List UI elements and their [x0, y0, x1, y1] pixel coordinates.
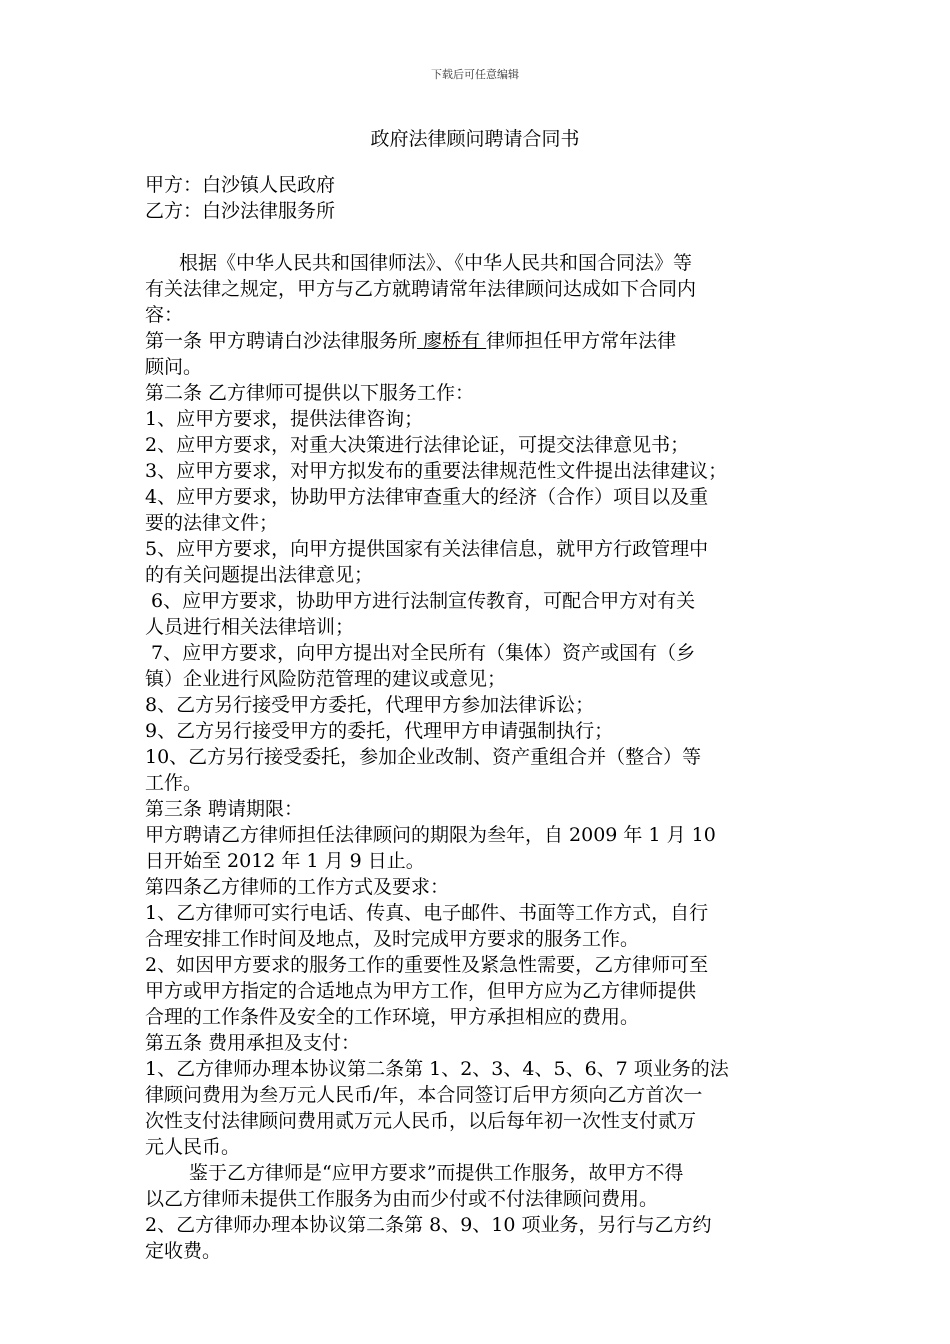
text-line: 律顾问费用为叁万元人民币/年，本合同签订后甲方须向乙方首次一: [145, 1084, 703, 1106]
text-line: 合理的工作条件及安全的工作环境，甲方承担相应的费用。: [145, 1006, 640, 1028]
text-line: 7、应甲方要求，向甲方提出对全民所有（集体）资产或国有（乡: [145, 642, 696, 664]
text-line: 6、应甲方要求，协助甲方进行法制宣传教育，可配合甲方对有关: [145, 590, 696, 612]
text-line: 容：: [145, 304, 184, 326]
article-3-heading: 第三条 聘请期限：: [145, 798, 304, 820]
text-line: 9、乙方另行接受甲方的委托，代理甲方申请强制执行；: [145, 720, 614, 742]
text-line: 1、乙方律师办理本协议第二条第 1、2、3、4、5、6、7 项业务的法: [145, 1058, 729, 1080]
party-b: 乙方：白沙法律服务所: [145, 200, 336, 222]
text-line: 有关法律之规定，甲方与乙方就聘请常年法律顾问达成如下合同内: [145, 278, 697, 300]
lawyer-name-underlined: 廖桥有: [417, 330, 487, 352]
text-line: 甲方聘请乙方律师担任法律顾问的期限为叁年，自 2009 年 1 月 10: [145, 824, 716, 846]
blank-line: [145, 224, 810, 250]
text-line: 4、应甲方要求，协助甲方法律审查重大的经济（合作）项目以及重: [145, 486, 709, 508]
text-line: 10、乙方另行接受委托，参加企业改制、资产重组合并（整合）等: [145, 746, 702, 768]
text-line: 1、应甲方要求，提供法律咨询；: [145, 408, 424, 430]
text-line: 3、应甲方要求，对甲方拟发布的重要法律规范性文件提出法律建议；: [145, 460, 728, 482]
article-1-prefix: 第一条 甲方聘请白沙法律服务所: [145, 330, 418, 352]
party-a: 甲方：白沙镇人民政府: [145, 174, 336, 196]
article-2-heading: 第二条 乙方律师可提供以下服务工作：: [145, 382, 475, 404]
text-line: 5、应甲方要求，向甲方提供国家有关法律信息，就甲方行政管理中: [145, 538, 709, 560]
text-line: 要的法律文件；: [145, 512, 279, 534]
document-title: 政府法律顾问聘请合同书: [370, 128, 580, 150]
text-line: 1、乙方律师可实行电话、传真、电子邮件、书面等工作方式，自行: [145, 902, 709, 924]
text-line: 以乙方律师未提供工作服务为由而少付或不付法律顾问费用。: [145, 1188, 659, 1210]
text-line: 日开始至 2012 年 1 月 9 日止。: [145, 850, 425, 872]
text-line: 定收费。: [145, 1240, 222, 1262]
text-line: 合理安排工作时间及地点，及时完成甲方要求的服务工作。: [145, 928, 640, 950]
text-line: 的有关问题提出法律意见；: [145, 564, 374, 586]
article-1-line: [145, 328, 810, 354]
text-line: 工作。: [145, 772, 203, 794]
text-line: 人员进行相关法律培训；: [145, 616, 355, 638]
text-line: 镇）企业进行风险防范管理的建议或意见；: [145, 668, 507, 690]
indented-paragraph-start: 鉴于乙方律师是“应甲方要求”而提供工作服务，故甲方不得: [189, 1162, 684, 1184]
text-line: 2、如因甲方要求的服务工作的重要性及紧急性需要，乙方律师可至: [145, 954, 709, 976]
text-line: 8、乙方另行接受甲方委托，代理甲方参加法律诉讼；: [145, 694, 595, 716]
article-5-heading: 第五条 费用承担及支付：: [145, 1032, 361, 1054]
header-note: 下载后可任意编辑: [431, 68, 519, 81]
article-4-heading: 第四条乙方律师的工作方式及要求：: [145, 876, 450, 898]
text-line: 次性支付法律顾问费用贰万元人民币，以后每年初一次性支付贰万: [145, 1110, 697, 1132]
intro-paragraph-start: 根据《中华人民共和国律师法》、《中华人民共和国合同法》等: [179, 252, 693, 274]
text-line: 2、应甲方要求，对重大决策进行法律论证，可提交法律意见书；: [145, 434, 690, 456]
text-line: 甲方或甲方指定的合适地点为甲方工作，但甲方应为乙方律师提供: [145, 980, 697, 1002]
document-body: [145, 172, 810, 1264]
text-line: 元人民币。: [145, 1136, 241, 1158]
article-1-suffix: 律师担任甲方常年法律: [486, 330, 677, 352]
text-line: 顾问。: [145, 356, 203, 378]
text-line: 2、乙方律师办理本协议第二条第 8、9、10 项业务，另行与乙方约: [145, 1214, 712, 1236]
